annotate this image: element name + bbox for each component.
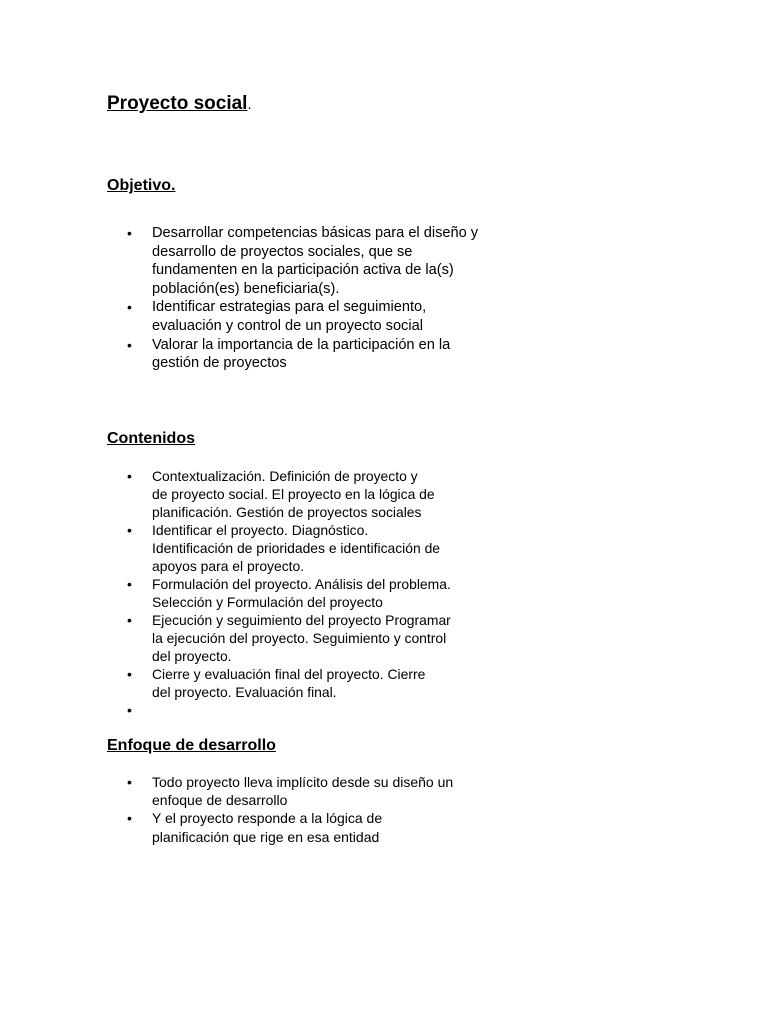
list-item-line: Todo proyecto lleva implícito desde su diseño un: [152, 774, 454, 790]
section-heading-contenidos: Contenidos: [107, 430, 195, 447]
list-item: [127, 611, 451, 665]
list-item-line: Identificar el proyecto. Diagnóstico.: [152, 522, 369, 538]
objetivo-list: [127, 224, 478, 373]
list-item-line: del proyecto. Evaluación final.: [152, 684, 337, 700]
bullet-icon: •: [127, 336, 132, 353]
list-item: [127, 575, 451, 611]
list-item: [127, 467, 451, 521]
list-item-line: de proyecto social. El proyecto en la lógica de: [152, 486, 435, 502]
list-item-line: gestión de proyectos: [152, 355, 287, 372]
list-item-line: la ejecución del proyecto. Seguimiento y control: [152, 630, 447, 646]
document-title: [107, 92, 252, 117]
list-item: [127, 665, 451, 701]
list-item: [127, 701, 451, 719]
list-item-line: Formulación del proyecto. Análisis del problema.: [152, 576, 451, 592]
bullet-icon: •: [127, 702, 132, 718]
list-item-line: planificación. Gestión de proyectos sociales: [152, 504, 422, 520]
bullet-icon: •: [127, 612, 132, 628]
list-item-line: Identificación de prioridades e identificación de: [152, 540, 441, 556]
document-title-text: Proyecto social: [107, 93, 248, 114]
bullet-icon: •: [127, 468, 132, 484]
bullet-icon: •: [127, 810, 132, 827]
section-heading-objetivo: Objetivo.: [107, 177, 176, 194]
list-item-line: fundamenten en la participación activa de la(s): [152, 262, 454, 279]
document-title-suffix: .: [247, 96, 252, 113]
list-item: [127, 298, 478, 335]
list-item-line: Identificar estrategias para el seguimiento,: [152, 299, 427, 316]
contenidos-list: [127, 467, 451, 719]
list-item-line: planificación que rige en esa entidad: [152, 828, 380, 845]
bullet-icon: •: [127, 225, 132, 241]
list-item-line: Y el proyecto responde a la lógica de: [152, 810, 383, 827]
list-item: [127, 336, 478, 373]
list-item: [127, 224, 478, 298]
bullet-icon: •: [127, 522, 132, 538]
list-item-line: Contextualización. Definición de proyecto y: [152, 468, 418, 484]
list-item-line: Cierre y evaluación final del proyecto. Cierre: [152, 666, 426, 682]
list-item-line: evaluación y control de un proyecto social: [152, 317, 423, 334]
list-item-line: Selección y Formulación del proyecto: [152, 594, 383, 610]
list-item-line: del proyecto.: [152, 648, 232, 664]
list-item-line: apoyos para el proyecto.: [152, 558, 305, 574]
enfoque-list: [127, 773, 453, 846]
list-item-line: desarrollo de proyectos sociales, que se: [152, 243, 413, 260]
list-item-line: [152, 701, 451, 719]
list-item: [127, 809, 453, 845]
list-item-line: Valorar la importancia de la participación en la: [152, 336, 451, 353]
bullet-icon: •: [127, 774, 132, 790]
section-heading-enfoque: Enfoque de desarrollo: [107, 737, 276, 754]
list-item-line: enfoque de desarrollo: [152, 792, 288, 809]
bullet-icon: •: [127, 576, 132, 592]
list-item-line: población(es) beneficiaria(s).: [152, 280, 340, 297]
list-item-line: Desarrollar competencias básicas para el diseño y: [152, 225, 479, 241]
bullet-icon: •: [127, 666, 132, 682]
list-item: [127, 773, 453, 809]
list-item: [127, 521, 451, 575]
list-item-line: Ejecución y seguimiento del proyecto Programar: [152, 612, 451, 628]
bullet-icon: •: [127, 299, 132, 316]
